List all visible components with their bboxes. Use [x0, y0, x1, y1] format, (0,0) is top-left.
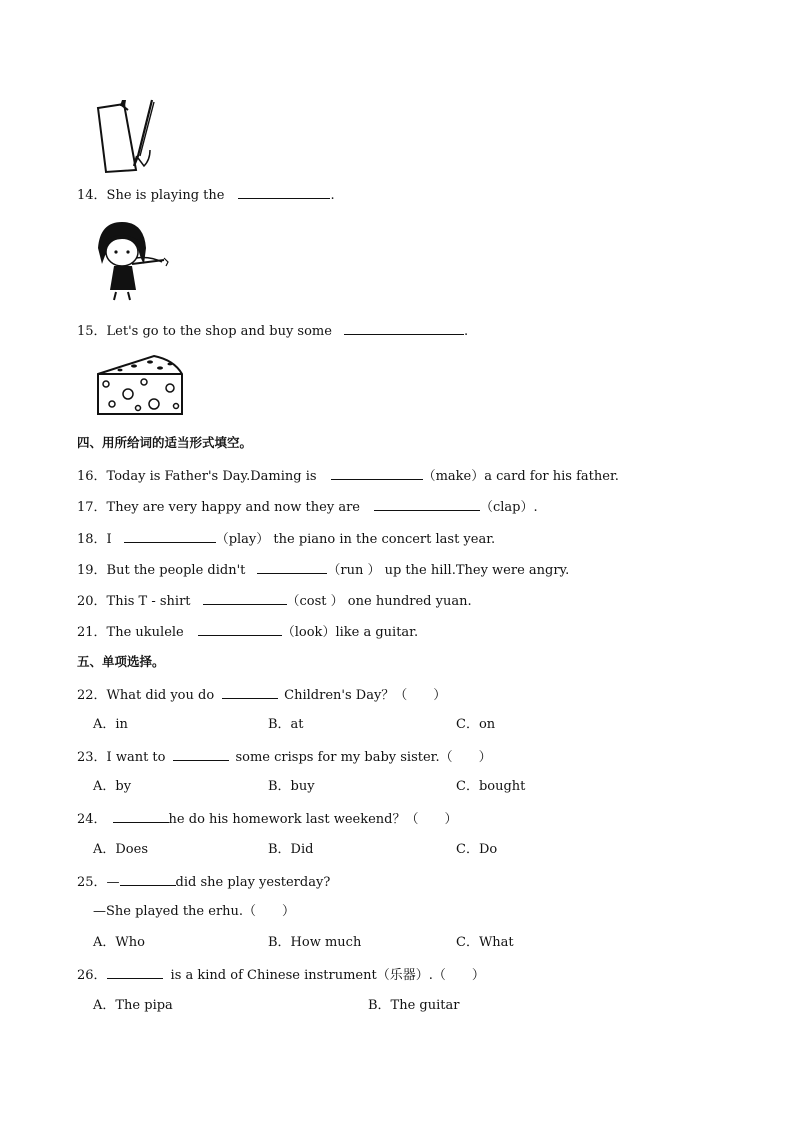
option-a[interactable]: A．The pipa — [93, 998, 173, 1013]
question-26: 26． is a kind of Chinese instrument（乐器）.（ ） — [77, 968, 485, 983]
paper-and-pen-picture — [94, 96, 158, 174]
option-b[interactable]: B．How much — [268, 935, 362, 950]
question-23: 23．I want to some crisps for my baby sister.（ ） — [77, 750, 492, 765]
option-b[interactable]: B．Did — [268, 842, 314, 857]
answer-blank[interactable] — [238, 186, 330, 199]
question-25: 25．— did she play yesterday? — [77, 875, 331, 890]
answer-blank[interactable] — [344, 322, 464, 335]
option-c[interactable]: C．Do — [456, 842, 498, 857]
cheese-picture — [94, 352, 186, 418]
option-c[interactable]: C．What — [456, 935, 514, 950]
option-c[interactable]: C．bought — [456, 779, 526, 794]
answer-blank[interactable] — [331, 467, 423, 480]
answer-blank[interactable] — [124, 530, 216, 543]
option-a[interactable]: A．by — [93, 779, 132, 794]
question-21: 21．The ukulele （look）like a guitar. — [77, 625, 419, 640]
option-a[interactable]: A．Who — [93, 935, 145, 950]
answer-blank[interactable] — [113, 810, 169, 823]
question-17: 17．They are very happy and now they are （clap）. — [77, 500, 538, 515]
answer-blank[interactable] — [107, 966, 163, 979]
question-25-answer-line: —She played the erhu.（ ） — [93, 904, 296, 919]
option-b[interactable]: B．at — [268, 717, 304, 732]
option-a[interactable]: A．in — [93, 717, 128, 732]
option-b[interactable]: B．buy — [268, 779, 315, 794]
answer-blank[interactable] — [257, 561, 327, 574]
question-18: 18．I （play） the piano in the concert last year. — [77, 532, 496, 547]
answer-blank[interactable] — [120, 873, 176, 886]
answer-blank[interactable] — [198, 623, 282, 636]
option-c[interactable]: C．on — [456, 717, 496, 732]
answer-blank[interactable] — [374, 498, 480, 511]
question-22: 22．What did you do Children's Day？（ ） — [77, 688, 447, 703]
section-4-heading: 四、用所给词的适当形式填空。 — [77, 435, 253, 450]
option-a[interactable]: A．Does — [93, 842, 149, 857]
question-15: 15．Let's go to the shop and buy some . — [77, 324, 469, 339]
girl-violin-picture — [92, 218, 176, 302]
option-b[interactable]: B．The guitar — [368, 998, 460, 1013]
question-20: 20．This T - shirt （cost ） one hundred yuan. — [77, 594, 472, 609]
question-14: 14．She is playing the . — [77, 188, 335, 203]
section-5-heading: 五、单项选择。 — [77, 654, 165, 669]
question-19: 19．But the people didn't （run ） up the hill.They were angry. — [77, 563, 570, 578]
question-16: 16．Today is Father's Day.Daming is （make）a card for his father. — [77, 469, 619, 484]
answer-blank[interactable] — [173, 748, 229, 761]
question-24: 24． he do his homework last weekend？（ ） — [77, 812, 458, 827]
answer-blank[interactable] — [222, 686, 278, 699]
answer-blank[interactable] — [203, 592, 287, 605]
